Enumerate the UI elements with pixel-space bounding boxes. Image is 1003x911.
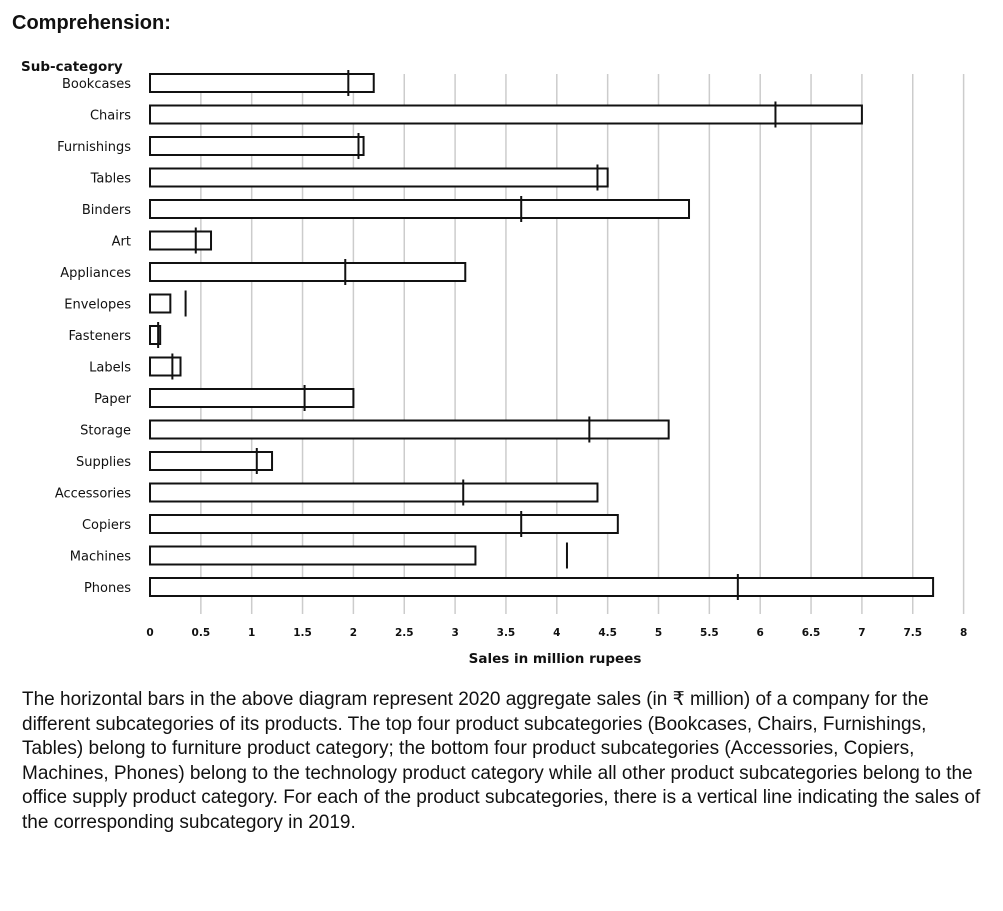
chart-description: The horizontal bars in the above diagram represent 2020 aggregate sales (in ₹ million) of a company for the different subcategories of its products. The top four product subcategories (Bookcases, Chairs, Furnishings, Tables) belong to furniture product category; the bottom four product subcategories (Accessories, Copiers, Machines, Phones) belong to the technology product category while all other product subcategories belong to the office supply product category. For each of the product subcategories, there is a vertical line indicating the sales of the corresponding subcategory in 2019. — [22, 689, 981, 833]
bar-2020 — [150, 232, 211, 250]
category-label: Supplies — [76, 455, 131, 470]
category-label: Art — [111, 234, 131, 250]
x-tick-label: 1 — [248, 627, 256, 639]
x-tick-label: 1.5 — [293, 627, 312, 639]
x-tick-label: 0.5 — [191, 627, 211, 639]
bars — [150, 74, 933, 596]
category-label: Machines — [69, 549, 131, 565]
bar-2020 — [150, 295, 170, 313]
category-label: Labels — [89, 360, 131, 376]
category-label: Paper — [94, 392, 131, 407]
bar-2020 — [150, 484, 597, 502]
x-tick-label: 5.5 — [700, 627, 719, 639]
bar-2020 — [150, 547, 475, 565]
bar-2020 — [150, 263, 465, 281]
bar-2020 — [150, 169, 608, 187]
x-tick-label: 8 — [959, 627, 968, 639]
comprehension-heading: Comprehension: — [12, 12, 171, 34]
category-label: Appliances — [60, 266, 131, 281]
category-label: Binders — [81, 203, 131, 218]
y-axis-title: Sub-category — [21, 59, 123, 75]
x-tick-label: 2 — [349, 627, 358, 639]
x-tick-label: 3.5 — [496, 627, 516, 639]
category-label: Storage — [80, 423, 131, 439]
x-tick-label: 6 — [756, 627, 764, 639]
x-tick-label: 5 — [654, 627, 663, 639]
bar-2020 — [150, 452, 272, 470]
category-label: Tables — [90, 171, 131, 187]
x-tick-label: 6.5 — [801, 627, 821, 639]
bar-2020 — [150, 358, 181, 376]
bar-2020 — [150, 515, 618, 533]
bar-2020 — [150, 578, 933, 596]
category-label: Phones — [83, 581, 131, 596]
tick-labels — [146, 627, 967, 639]
category-label: Accessories — [54, 486, 131, 502]
x-tick-label: 7 — [858, 627, 866, 639]
category-label: Chairs — [89, 108, 131, 124]
x-tick-label: 4 — [553, 627, 561, 639]
x-tick-label: 7.5 — [903, 627, 923, 639]
category-label: Furnishings — [57, 140, 131, 155]
x-axis-title: Sales in million rupees — [468, 651, 642, 667]
category-label: Envelopes — [64, 297, 131, 313]
x-tick-label: 2.5 — [394, 627, 414, 639]
bar-2020 — [150, 74, 374, 92]
sales-bar-chart — [0, 44, 1003, 674]
category-label: Fasteners — [68, 329, 131, 344]
bar-2020 — [150, 137, 364, 155]
bar-2020 — [150, 421, 669, 439]
category-label: Bookcases — [61, 77, 131, 92]
bar-2020 — [150, 200, 689, 218]
x-tick-label: 0 — [146, 627, 154, 639]
x-tick-label: 4.5 — [598, 627, 617, 639]
category-labels — [55, 77, 132, 596]
bar-2020 — [150, 389, 353, 407]
category-label: Copiers — [81, 518, 131, 533]
bar-2020 — [150, 106, 862, 124]
x-tick-label: 3 — [451, 627, 459, 639]
